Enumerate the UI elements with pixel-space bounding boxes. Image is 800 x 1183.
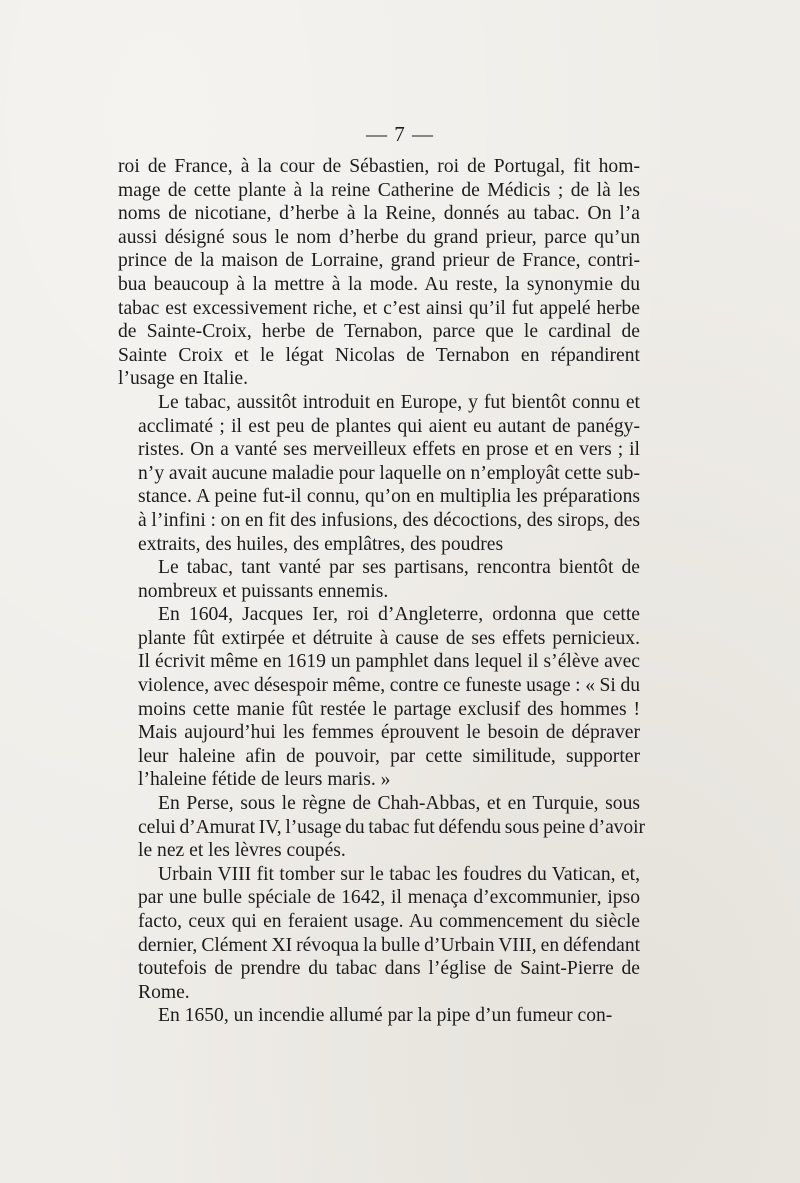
text-line: dernier, Clément XI révoqua la bulle d’Urbain VIII, en défendant (138, 934, 640, 956)
text-line: l’haleine fétide de leurs maris. » (138, 769, 391, 791)
text-line: prince de la maison de Lorraine, grand prieur de France, contri- (118, 250, 640, 272)
text-line: roi de France, à la cour de Sébastien, roi de Portugal, fit hom- (118, 156, 640, 177)
text-line: ristes. On a vanté ses merveilleux effets en prose et en vers ; il (138, 439, 640, 461)
paragraph (118, 391, 640, 556)
text-line: En 1650, un incendie allumé par la pipe d’un fumeur con- (158, 1005, 613, 1027)
text-line: toutefois de prendre du tabac dans l’église de Saint-Pierre de (138, 958, 640, 980)
text-line: leur haleine afin de pouvoir, par cette similitude, supporter (138, 745, 640, 767)
text-line: facto, ceux qui en feraient usage. Au commencement du siècle (138, 911, 640, 932)
paragraph (118, 792, 645, 863)
text-line: à l’infini : on en fit des infusions, des décoctions, des sirops, des (138, 509, 640, 531)
text-line: moins cette manie fût restée le partage exclusif des hommes ! (138, 698, 640, 720)
paragraph (118, 556, 640, 603)
text-line: noms de nicotiane, d’herbe à la Reine, donnés au tabac. On l’a (118, 203, 640, 225)
text-line: celui d’Amurat IV, l’usage du tabac fut défendu sous peine d’avoir (138, 816, 645, 838)
text-line: violence, avec désespoir même, contre ce funeste usage : « Si du (138, 675, 640, 697)
text-line: stance. A peine fut-il connu, qu’on en multiplia les préparations (138, 486, 640, 508)
text-line: Le tabac, tant vanté par ses partisans, rencontra bientôt de (158, 557, 640, 579)
paragraph (118, 863, 640, 1005)
body-text (118, 155, 645, 1028)
text-line: mage de cette plante à la reine Catherine de Médicis ; de là les (118, 179, 640, 201)
text-line: extraits, des huiles, des emplâtres, des poudres (138, 533, 504, 555)
text-line: Sainte Croix et le légat Nicolas de Ternabon en répandirent (118, 344, 640, 366)
text-line: En Perse, sous le règne de Chah-Abbas, et en Turquie, sous (158, 793, 640, 815)
text-line: nombreux et puissants ennemis. (138, 580, 389, 602)
text-line: plante fût extirpée et détruite à cause de ses effets pernicieux. (138, 627, 640, 649)
text-line: l’usage en Italie. (118, 368, 249, 390)
text-line: Urbain VIII fit tomber sur le tabac les foudres du Vatican, et, (158, 863, 640, 885)
text-line: le nez et les lèvres coupés. (138, 840, 346, 862)
text-line: Mais aujourd’hui les femmes éprouvent le besoin de dépraver (138, 722, 640, 744)
text-line: de Sainte-Croix, herbe de Ternabon, parce que le cardinal de (118, 321, 640, 343)
text-line: bua beaucoup à la mettre à la mode. Au reste, la synonymie du (118, 273, 640, 295)
text-line: tabac est excessivement riche, et c’est ainsi qu’il fut appelé herbe (118, 297, 640, 319)
paragraph (118, 155, 640, 391)
paragraph (118, 1004, 640, 1028)
text-line: aussi désigné sous le nom d’herbe du grand prieur, parce qu’un (118, 226, 640, 248)
text-line: par une bulle spéciale de 1642, il menaça d’excommunier, ipso (138, 887, 640, 909)
text-line: Rome. (138, 981, 190, 1003)
page-number: — 7 — (366, 122, 434, 146)
paragraph (118, 603, 640, 792)
text-line: En 1604, Jacques Ier, roi d’Angleterre, ordonna que cette (158, 604, 640, 626)
text-line: Il écrivit même en 1619 un pamphlet dans lequel il s’élève avec (138, 651, 640, 673)
text-line: acclimaté ; il est peu de plantes qui aient eu autant de panégy- (138, 415, 640, 437)
text-line: Le tabac, aussitôt introduit en Europe, y fut bientôt connu et (158, 391, 640, 413)
text-line: n’y avait aucune maladie pour laquelle on n’employât cette sub- (138, 462, 640, 484)
